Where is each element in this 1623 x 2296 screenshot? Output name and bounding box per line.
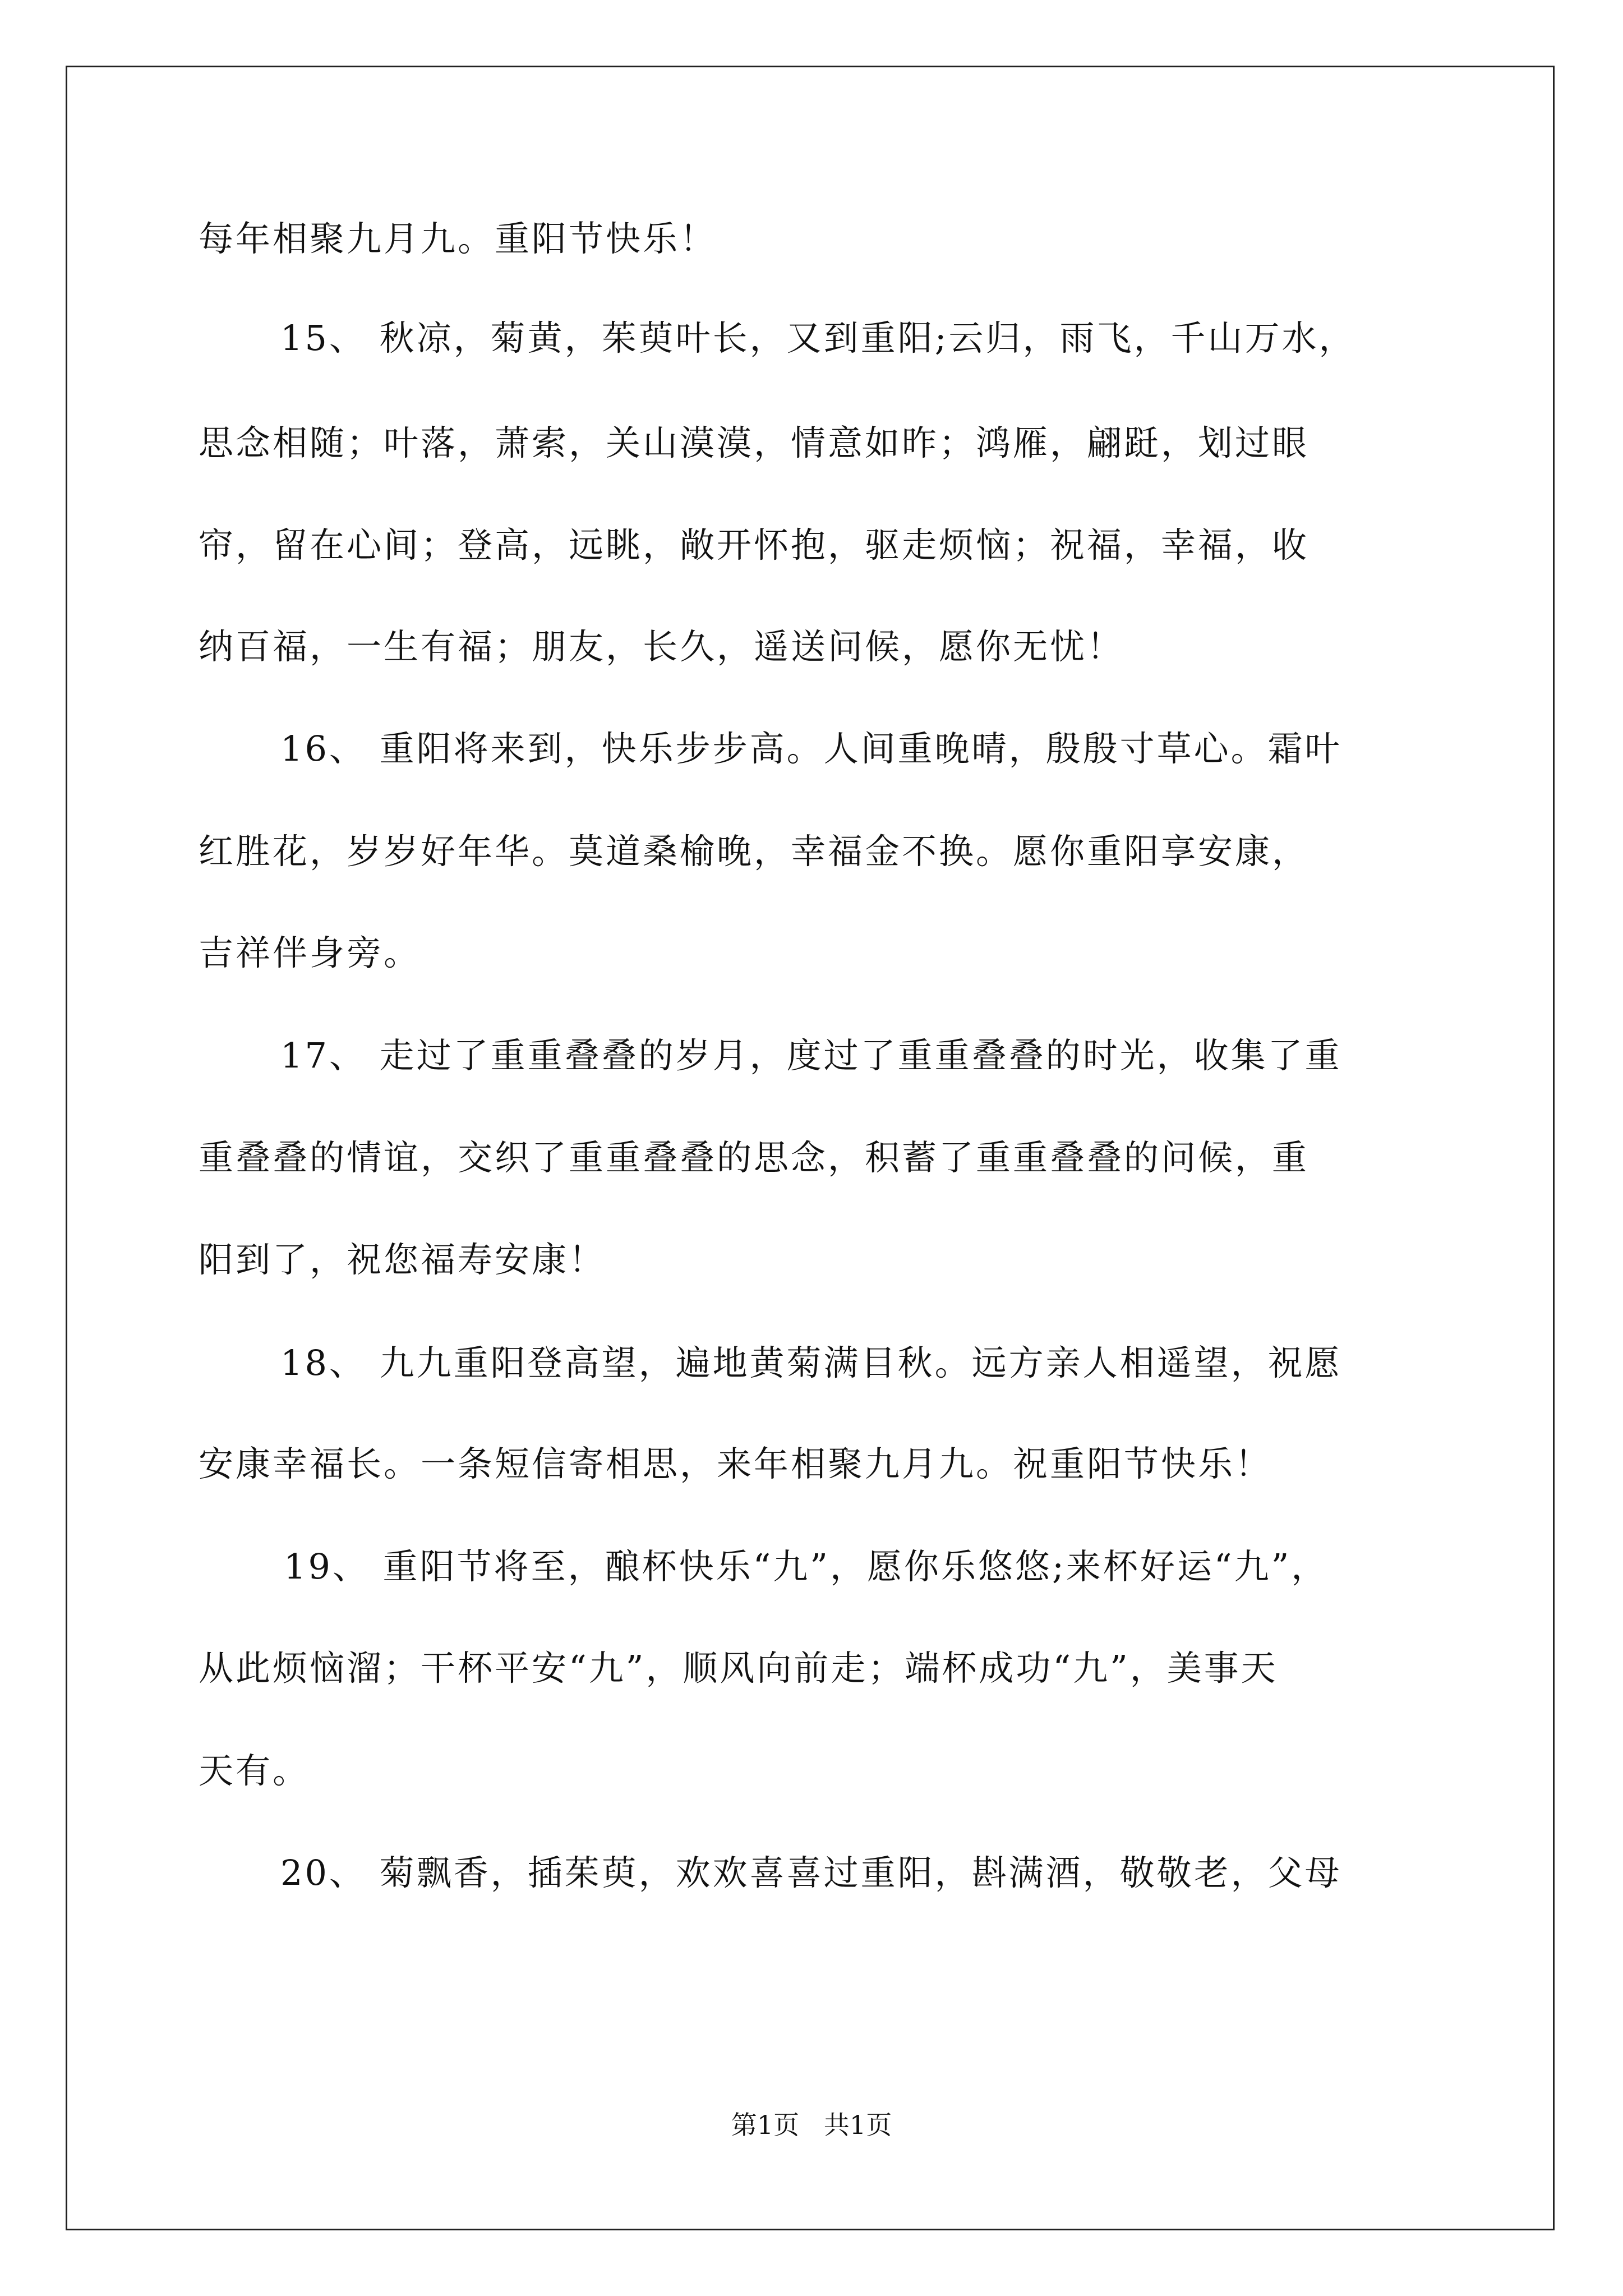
text-line: 吉祥伴身旁。 [199, 932, 421, 973]
text-line: 从此烦恼溜；干杯平安“九”，顺风向前走；端杯成功“九”，美事天 [199, 1648, 1278, 1688]
text-line: 每年相聚九月九。重阳节快乐！ [199, 218, 717, 259]
text-line: 红胜花，岁岁好年华。莫道桑榆晚，幸福金不换。愿你重阳享安康， [199, 831, 1310, 872]
text-line: 17、 走过了重重叠叠的岁月，度过了重重叠叠的时光，收集了重 [280, 1035, 1342, 1076]
text-line: 阳到了，祝您福寿安康！ [199, 1239, 606, 1280]
text-line: 15、 秋凉，菊黄，茱萸叶长，又到重阳;云归，雨飞，千山万水， [280, 318, 1356, 358]
text-line: 纳百福，一生有福；朋友，长久，遥送问候，愿你无忧！ [199, 626, 1124, 667]
text-line: 帘，留在心间；登高，远眺，敞开怀抱，驱走烦恼；祝福，幸福，收 [199, 524, 1310, 565]
text-line: 16、 重阳将来到，快乐步步高。人间重晚晴，殷殷寸草心。霜叶 [280, 728, 1342, 769]
page-number-footer: 第1页 共1页 [731, 2110, 892, 2140]
text-line: 天有。 [199, 1750, 310, 1791]
text-line: 18、 九九重阳登高望，遍地黄菊满目秋。远方亲人相遥望，祝愿 [280, 1342, 1342, 1383]
text-line: 19、 重阳节将至，酿杯快乐“九”，愿你乐悠悠;来杯好运“九”， [284, 1546, 1329, 1587]
text-line: 思念相随；叶落，萧索，关山漠漠，情意如昨；鸿雁，翩跹，划过眼 [199, 422, 1310, 463]
text-line: 重叠叠的情谊，交织了重重叠叠的思念，积蓄了重重叠叠的问候，重 [199, 1137, 1310, 1178]
text-line: 安康幸福长。一条短信寄相思，来年相聚九月九。祝重阳节快乐！ [199, 1443, 1272, 1484]
text-line: 20、 菊飘香，插茱萸，欢欢喜喜过重阳，斟满酒，敬敬老，父母 [280, 1852, 1342, 1893]
